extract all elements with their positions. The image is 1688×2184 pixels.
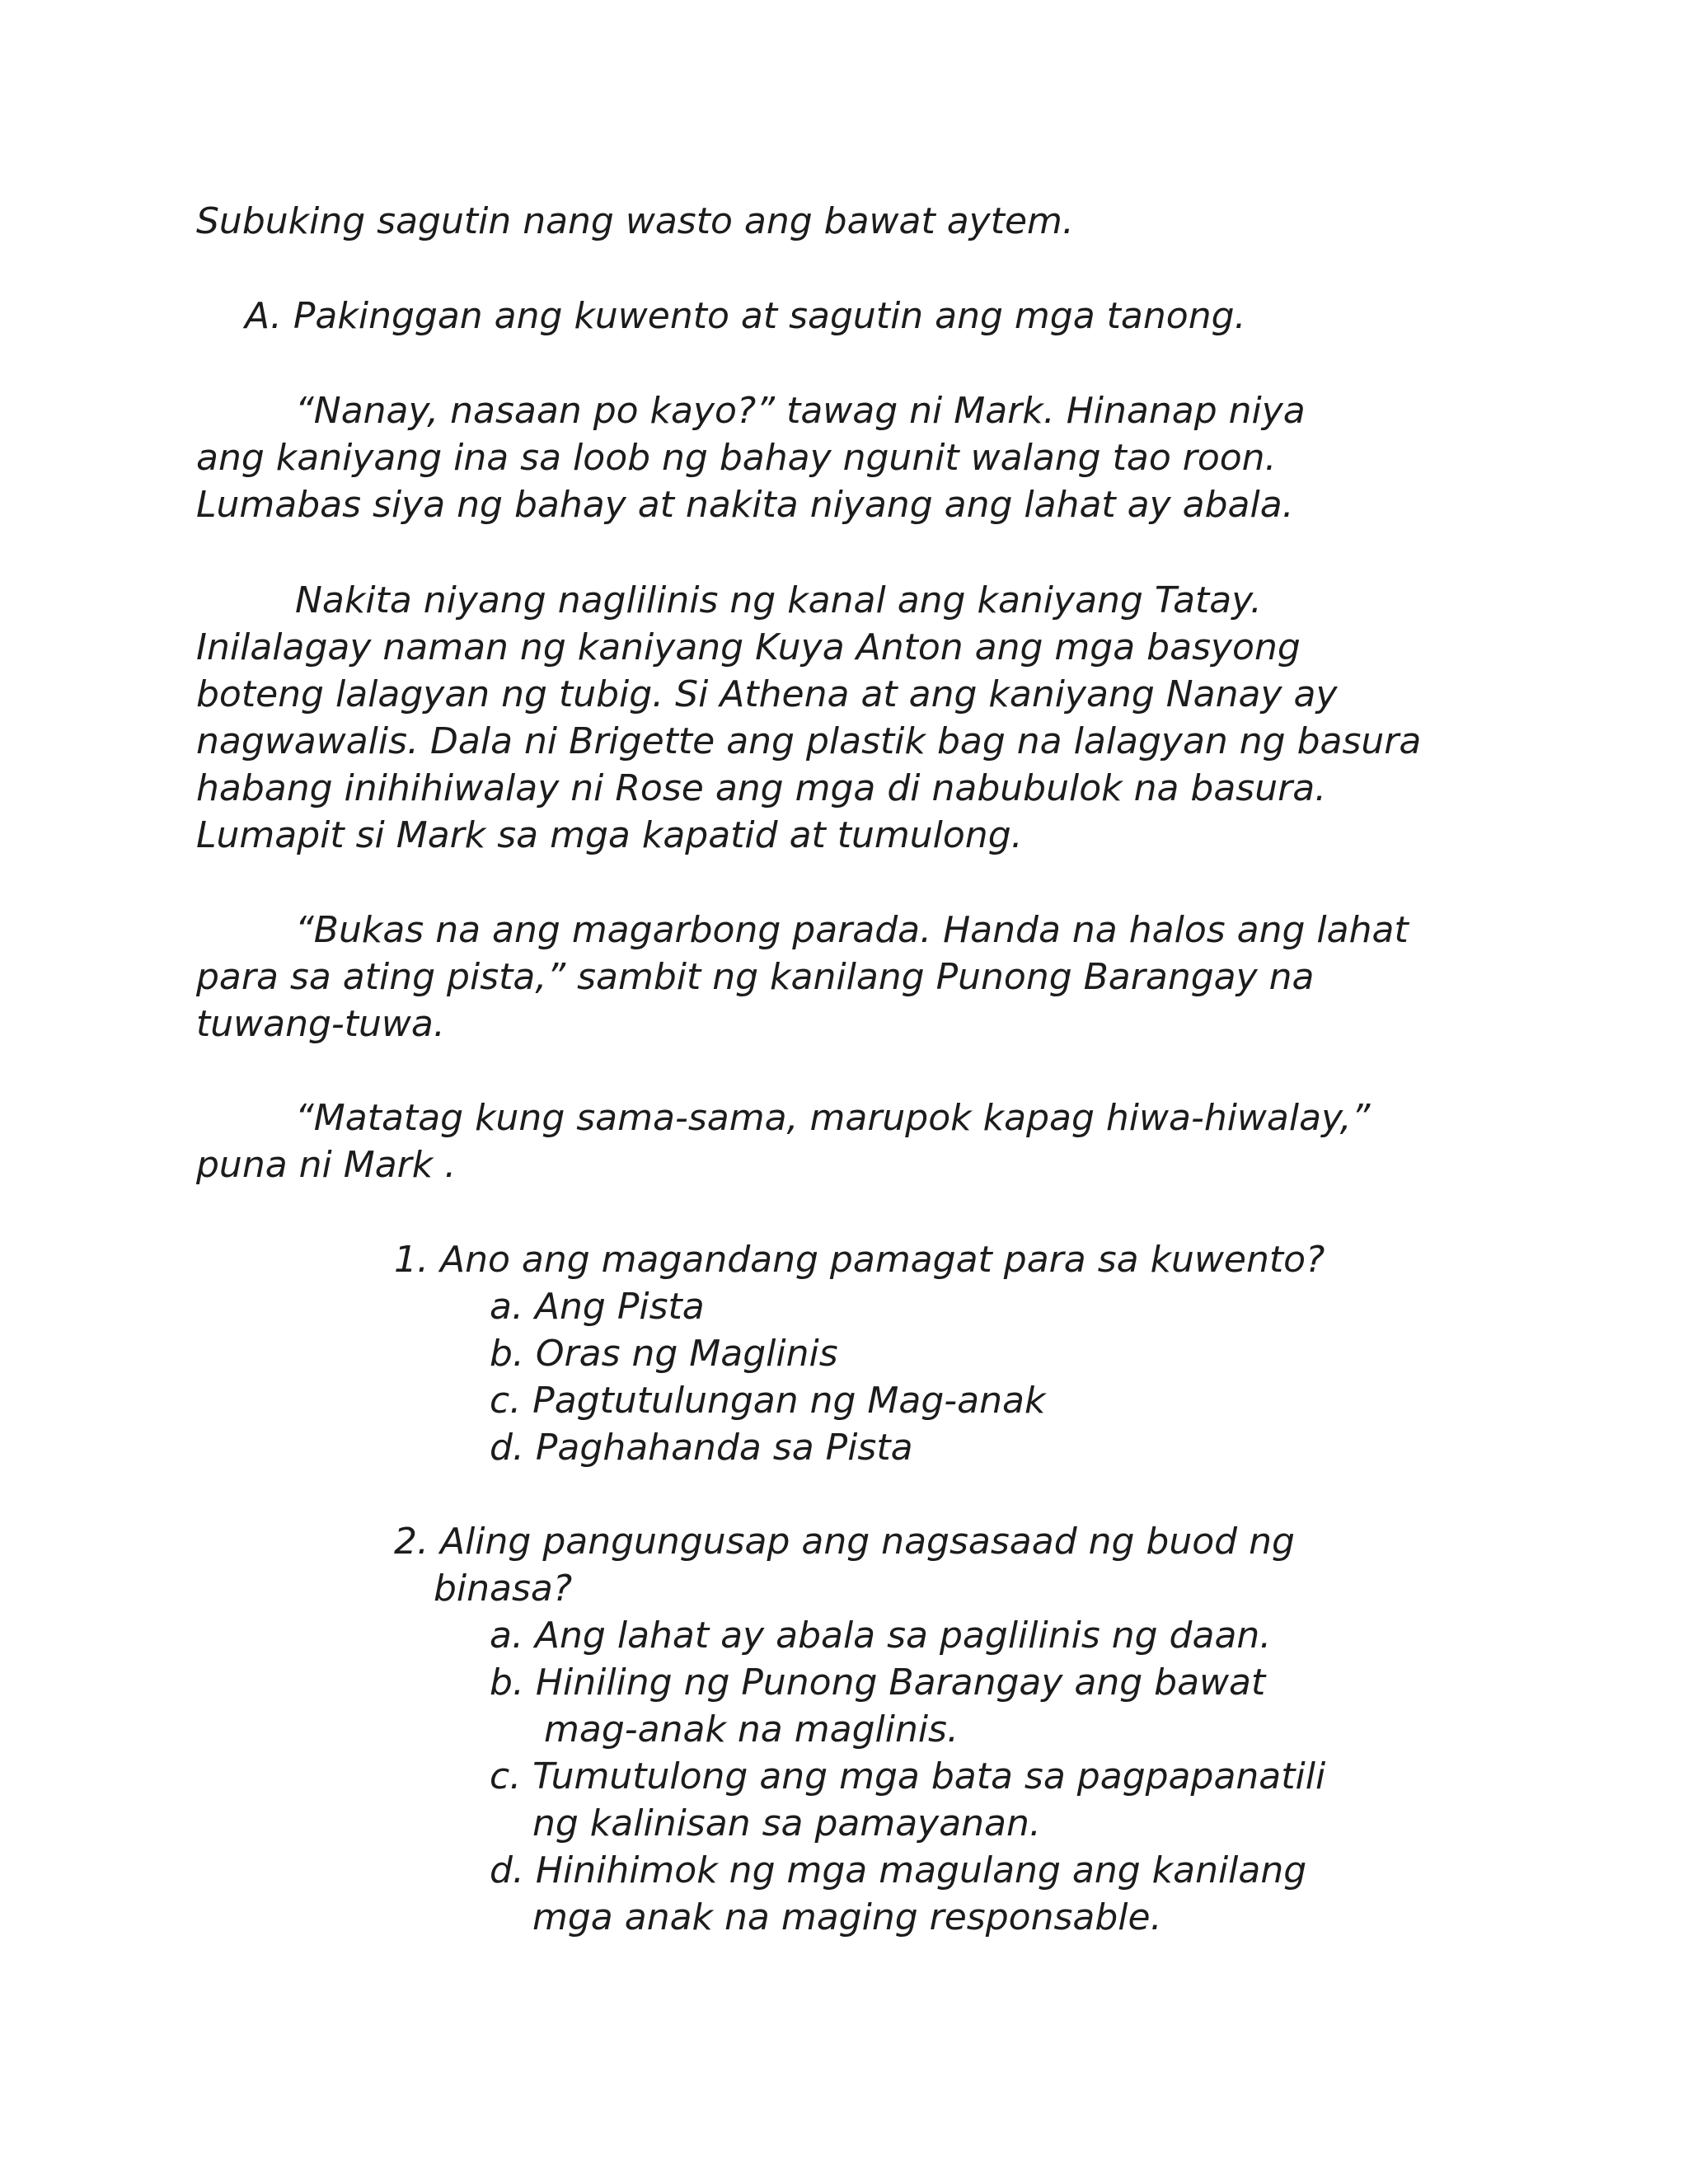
story-p2-line: Lumapit si Mark sa mga kapatid at tumulong. xyxy=(196,814,1023,856)
story-p1-line: “Nanay, nasaan po kayo?” tawag ni Mark. Hinanap niya xyxy=(295,390,1306,432)
question-2-choice-b-continuation: mag-anak na maglinis. xyxy=(544,1708,959,1750)
story-p2-line: Nakita niyang naglilinis ng kanal ang kaniyang Tatay. xyxy=(295,579,1262,621)
story-p4-line: puna ni Mark . xyxy=(196,1144,457,1186)
story-p2-line: Inilalagay naman ng kaniyang Kuya Anton ang mga basyong xyxy=(196,626,1301,668)
section-a-heading: A. Pakinggan ang kuwento at sagutin ang mga tanong. xyxy=(245,295,1246,337)
question-1-choice-a: a. Ang Pista xyxy=(490,1286,705,1328)
story-p1-line: Lumabas siya ng bahay at nakita niyang ang lahat ay abala. xyxy=(196,484,1294,526)
story-p3-line: “Bukas na ang magarbong parada. Handa na halos ang lahat xyxy=(295,909,1409,951)
instruction: Subuking sagutin nang wasto ang bawat aytem. xyxy=(196,200,1074,242)
story-p3-line: tuwang-tuwa. xyxy=(196,1003,445,1045)
question-2-choice-c-continuation: ng kalinisan sa pamayanan. xyxy=(532,1802,1041,1844)
question-1-choice-b: b. Oras ng Maglinis xyxy=(490,1333,838,1375)
story-p4-line: “Matatag kung sama-sama, marupok kapag hiwa-hiwalay,” xyxy=(295,1097,1371,1139)
question-2-choice-c: c. Tumutulong ang mga bata sa pagpapanatili xyxy=(490,1755,1326,1797)
story-p2-line: nagwawalis. Dala ni Brigette ang plastik bag na lalagyan ng basura xyxy=(196,720,1422,762)
question-1-choice-c: c. Pagtutulungan ng Mag-anak xyxy=(490,1380,1046,1422)
story-p1-line: ang kaniyang ina sa loob ng bahay ngunit walang tao roon. xyxy=(196,437,1277,479)
question-2: 2. Aling pangungusap ang nagsasaad ng buod ng xyxy=(394,1521,1295,1563)
question-2-choice-a: a. Ang lahat ay abala sa paglilinis ng daan. xyxy=(490,1615,1272,1657)
story-p2-line: habang inihihiwalay ni Rose ang mga di nabubulok na basura. xyxy=(196,767,1327,809)
question-2-choice-d-continuation: mga anak na maging responsable. xyxy=(532,1896,1162,1938)
story-p2-line: boteng lalagyan ng tubig. Si Athena at ang kaniyang Nanay ay xyxy=(196,673,1338,715)
story-p3-line: para sa ating pista,” sambit ng kanilang Punong Barangay na xyxy=(196,956,1315,998)
question-1-choice-d: d. Paghahanda sa Pista xyxy=(490,1427,913,1469)
question-2-choice-b: b. Hiniling ng Punong Barangay ang bawat xyxy=(490,1661,1266,1704)
question-1: 1. Ano ang magandang pamagat para sa kuwento? xyxy=(394,1239,1325,1281)
question-2-choice-d: d. Hinihimok ng mga magulang ang kanilang xyxy=(490,1849,1307,1891)
question-2-continuation: binasa? xyxy=(434,1568,573,1610)
